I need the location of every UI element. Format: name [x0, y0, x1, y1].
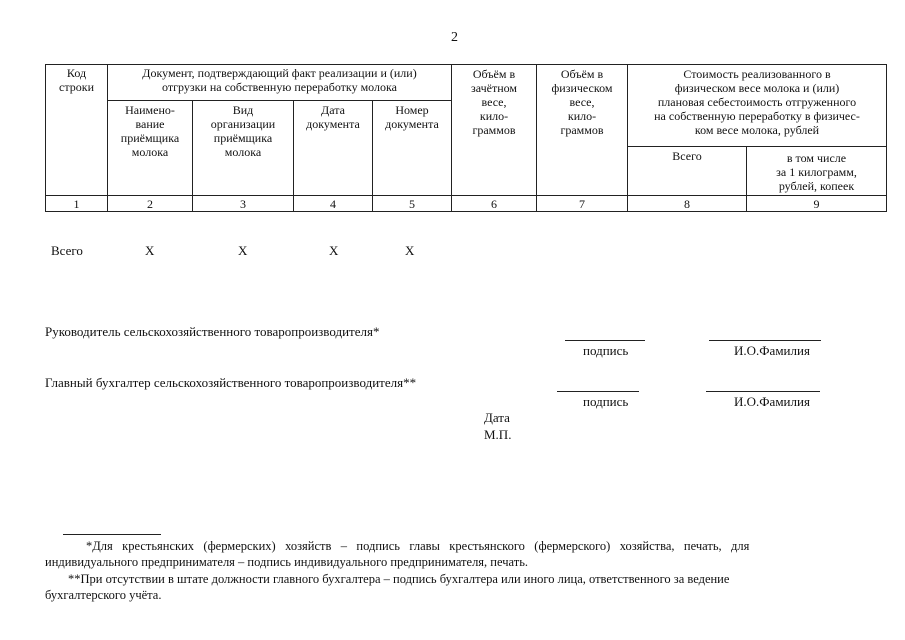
footnote-1-line-1: *Для крестьянских (фермерских) хозяйств – подпись главы крестьянского (фермерского) хозяйства, печать, для	[86, 539, 750, 553]
column-number: 5	[409, 197, 415, 211]
totals-mark: X	[329, 243, 339, 258]
accountant-signature-line	[557, 391, 639, 392]
header-volume-credit: Объём в зачётном весе, кило- граммов	[471, 67, 517, 137]
table-top-border	[45, 64, 887, 65]
accountant-name-line	[706, 391, 820, 392]
column-number: 7	[579, 197, 585, 211]
column-number: 1	[73, 197, 80, 211]
totals-label: Всего	[51, 243, 83, 258]
column-number: 4	[330, 197, 336, 211]
totals-mark: X	[405, 243, 415, 258]
date-label: Дата	[484, 410, 510, 425]
header-recipient-name: Наимено- вание приёмщика молока	[120, 103, 180, 159]
accountant-signature-label: Главный бухгалтер сельскохозяйственного товаропроизводителя**	[45, 375, 417, 390]
stamp-label: М.П.	[484, 427, 512, 442]
header-code: Код строки	[59, 66, 94, 94]
column-number: 2	[147, 197, 153, 211]
header-cost-per-kg: в том числе за 1 килограмм, рублей, копеек	[776, 151, 857, 193]
totals-mark: X	[145, 243, 155, 258]
footnote-2-line-2: бухгалтерского учёта.	[45, 588, 162, 602]
header-cost-total: Всего	[672, 149, 702, 163]
accountant-signature-caption: подпись	[583, 394, 629, 409]
column-number: 9	[813, 197, 820, 211]
header-doc-date: Дата документа	[306, 103, 360, 131]
footnote-1-line-2: индивидуального предпринимателя – подпись индивидуального предпринимателя, печать.	[45, 555, 529, 569]
head-name-caption: И.О.Фамилия	[734, 343, 810, 358]
column-number: 6	[491, 197, 497, 211]
subheader-line-document	[107, 100, 452, 101]
accountant-name-caption: И.О.Фамилия	[734, 394, 810, 409]
header-bottom-line	[45, 195, 887, 196]
head-name-line	[709, 340, 821, 341]
col-border	[886, 64, 887, 212]
header-volume-physical: Объём в физическом весе, кило- граммов	[551, 67, 613, 137]
header-document-group: Документ, подтверждающий факт реализации и (или) отгрузки на собственную переработку молока	[142, 66, 417, 94]
header-org-type: Вид организации приёмщика молока	[210, 103, 276, 159]
footnote-separator	[63, 534, 161, 535]
head-signature-line	[565, 340, 645, 341]
footnote-2-line-1: **При отсутствии в штате должности главного бухгалтера – подпись бухгалтера или иного лица, ответственного за ведение	[68, 572, 730, 586]
page-number: 2	[451, 30, 458, 45]
column-number: 8	[684, 197, 690, 211]
column-number: 3	[240, 197, 246, 211]
header-doc-number: Номер документа	[385, 103, 439, 131]
header-cost-group: Стоимость реализованного в физическом весе молока и (или) плановая себестоимость отгруженного на собственную переработку в физичес- ком весе молока, рублей	[654, 67, 860, 137]
head-signature-caption: подпись	[583, 343, 629, 358]
head-signature-label: Руководитель сельскохозяйственного товаропроизводителя*	[45, 324, 380, 339]
totals-mark: X	[238, 243, 248, 258]
subheader-line-cost	[627, 146, 887, 147]
